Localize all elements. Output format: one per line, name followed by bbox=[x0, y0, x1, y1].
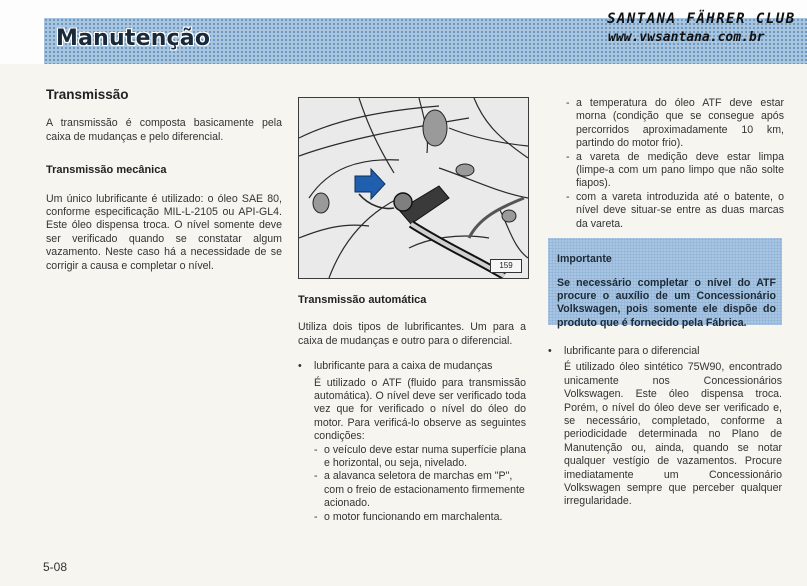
list-item: - o veículo deve estar numa superfície plana e horizontal, ou seja, nivelado. bbox=[314, 443, 526, 470]
engine-illustration bbox=[299, 98, 528, 278]
club-url: www.vwsantana.com.br bbox=[608, 30, 765, 45]
figure-number: 159 bbox=[490, 259, 522, 273]
gearbox-details bbox=[298, 377, 526, 524]
page-number: 5-08 bbox=[43, 560, 68, 574]
gearbox-body: É utilizado o ATF (fluido para transmissão automática). O nível deve ser verificado toda vez que for verificado o nível do óleo do motor. Para verificá-lo observe as seguintes condições: bbox=[314, 376, 526, 443]
middle-column bbox=[298, 294, 526, 524]
subheading-manual: Transmissão mecânica bbox=[46, 164, 167, 177]
list-item: - a alavanca seletora de marchas em "P", com o freio de estacionamento firmemente acionado. bbox=[314, 470, 525, 510]
right-column-lower bbox=[548, 345, 782, 509]
page-title: Manutenção bbox=[56, 26, 211, 51]
bullet-differential bbox=[548, 345, 782, 358]
list-item: - com a vareta introduzida até o batente, o nível deve situar-se entre as duas marcas da vareta. bbox=[566, 190, 784, 230]
bullet-icon: • bbox=[298, 360, 302, 373]
right-column bbox=[566, 97, 784, 231]
important-title: Importante bbox=[557, 252, 612, 265]
bullet-gearbox bbox=[298, 360, 526, 373]
section-intro: A transmissão é composta basicamente pela caixa de mudanças e pelo diferencial. bbox=[46, 117, 282, 143]
bullet-icon: • bbox=[548, 345, 552, 357]
bullet-gearbox-label: lubrificante para a caixa de mudanças bbox=[314, 360, 493, 373]
important-text bbox=[557, 242, 776, 341]
section-heading: Transmissão bbox=[46, 87, 129, 102]
figure-transmission-dipstick bbox=[298, 97, 529, 279]
list-item: - a vareta de medição deve estar limpa (limpe-a com um pano limpo que não solte fiapos). bbox=[566, 150, 784, 190]
subheading-automatic: Transmissão automática bbox=[298, 294, 427, 306]
important-body: Se necessário completar o nível do ATF procure o auxílio de um Concessionário Volkswagen, pois somente ele dispõe do produto que é fornecido pela Fábrica. bbox=[557, 276, 776, 329]
list-item: - o motor funcionando em marchalenta. bbox=[314, 510, 503, 523]
differential-body: É utilizado óleo sintético 75W90, encontrado unicamente nos Concessionários Volkswagen. Este óleo dispensa troca. Porém, o nível do óleo deve ser verificado e, se necessário, completado, conforme a periodicidade determinada no Plano de Manutenção ou, ainda, quando se notar qualquer vestígio de vazamentos. Procure imediatamente um Concessionário Volkswagen sempre que perceber qualquer irregularidade. bbox=[564, 361, 782, 508]
automatic-intro: Utiliza dois tipos de lubrificantes. Um para a caixa de mudanças e outro para o diferencial. bbox=[298, 321, 526, 347]
important-note bbox=[548, 238, 782, 329]
conditions-list-right bbox=[566, 97, 784, 231]
left-column bbox=[46, 88, 282, 273]
conditions-list-middle bbox=[314, 444, 526, 524]
club-name: SANTANA FÄHRER CLUB bbox=[607, 11, 796, 27]
manual-body: Um único lubrificante é utilizado: o óleo SAE 80, conforme especificação MIL-L-2105 ou API-GL4. Este óleo dispensa troca. O nível somente deve ser verificado quando se constatar algum vazamento. Neste caso há a necessidade de se corrigir a causa e completar o nível. bbox=[46, 192, 282, 272]
bullet-differential-label: lubrificante para o diferencial bbox=[564, 345, 700, 357]
list-item: - a temperatura do óleo ATF deve estar morna (condição que se consegue após percorridos aproximadamente 10 km, partindo do motor frio). bbox=[566, 97, 784, 150]
